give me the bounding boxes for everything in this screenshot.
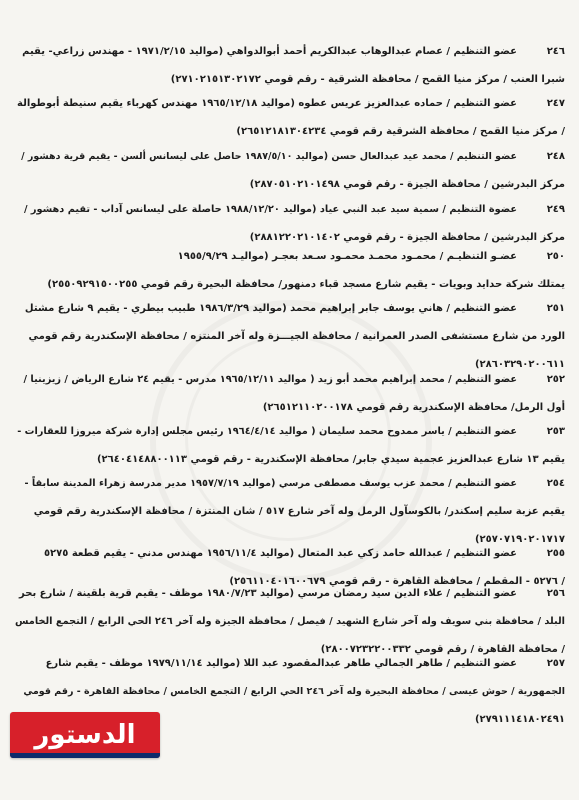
entry-number: ٢٥١ <box>546 303 565 314</box>
entry-line: يمتلك شركة حدايد وبويات - يقيم شارع مسجد قباء دمنهور/ محافظة البحيرة رقم قومي ٢٥٥٠٩٢٩١٥٠٠٢٥٥) <box>47 279 565 290</box>
entry-line: مركز البدرشين / محافظة الجيزة - رقم قومي ٢٨٨١٢٢٠٢١٠١٤٠٢) <box>249 232 565 243</box>
entry-number: ٢٥٠ <box>546 251 565 262</box>
entry-number: ٢٤٦ <box>546 46 565 57</box>
entry-item <box>15 90 565 146</box>
entry-line: / مركز منيا القمح / محافظة الشرقية رقم قومي ٢٦٥١٢١٨١٣٠٤٢٣٤) <box>236 126 565 137</box>
entry-number: ٢٥٥ <box>546 548 565 559</box>
entry-line: عضو التنظيم / محمد إبراهيم محمد أبو زيد ( مواليد ١٩٦٥/١٢/١١ مدرس - يقيم ٢٤ شارع الرياض / زيزينيا / <box>23 374 517 385</box>
entry-item <box>15 243 565 299</box>
entry-line: الورد من شارع مستشفى الصدر العمرانية / محافظة الجيـــزة وله آخر المنتزه / محافظة الإسكندرية رقم قومي <box>28 331 565 342</box>
entry-line: يقيم ١٣ شارع عبدالعزيز عجمية سيدي جابر/ محافظة الإسكندرية - رقم قومي ٢٦٤٠٤١٤٨٨٠٠١١٣) <box>96 454 565 465</box>
entry-line: عضو التنظيم / حماده عبدالعزيز عريس عطوه (مواليد ١٩٦٥/١٢/١٨ مهندس كهرباء يقيم سنيطة أبوطوالة <box>17 98 517 109</box>
entry-line: ٢٨٦٠٣٢٩٠٢٠٠٦١١) <box>474 359 565 370</box>
entry-number: ٢٥٤ <box>546 478 565 489</box>
entry-number: ٢٤٨ <box>546 151 565 162</box>
entry-line: أول الرمل/ محافظة الإسكندرية رقم قومي ٢٦٥١٢١١٠٢٠٠١٧٨) <box>262 402 565 413</box>
entry-line: ٢٧٩١١١٤١٨٠٢٤٩١) <box>474 714 565 725</box>
entry-line: / محافظة القاهرة / رقم قومي ٢٨٠٠٧٢٣٢٢٠٠٣٣٢) <box>320 644 565 655</box>
entry-item <box>15 418 565 474</box>
entry-number: ٢٥٣ <box>546 426 565 437</box>
entry-item <box>15 38 565 94</box>
entry-line: عضوة التنظيم / سمية سيد عبد النبي عياد (مواليد ١٩٨٨/١٢/٢٠ حاصلة على ليسانس آداب - تقيم دهشور / <box>23 204 517 215</box>
entry-number: ٢٥٧ <box>546 658 565 669</box>
entry-line: يقيم عزبة سليم إسكندر/ بالكوسآول الرمل وله آخر شارع ٥١٧ / شان المنتزة / محافظة الإسكندرية رقم قومي <box>33 506 565 517</box>
entry-line: عضو التنظيم / عبدالله حامد زكي عبد المتعال (مواليد ١٩٥٦/١١/٤ مهندس مدني - يقيم قطعة ٥٢٧٥ <box>43 548 517 559</box>
entry-line: الجمهورية / حوش عيسى / محافظة البحيرة وله آخر ٢٤٦ الحي الرابع / التجمع الخامس / محافظة القاهرة - رقم قومي <box>23 686 565 697</box>
logo-stripe <box>10 753 160 758</box>
entry-line: مركز البدرشين / محافظة الجيزة - رقم قومي ٢٨٧٠٥١٠٢١٠١٤٩٨) <box>249 179 565 190</box>
entry-number: ٢٥٢ <box>546 374 565 385</box>
entry-number: ٢٥٦ <box>546 588 565 599</box>
logo-text: الدستور <box>34 720 136 750</box>
entry-line: عضو التنظيم / هاني يوسف جابر إبراهيم محمد (مواليد ١٩٨٦/٣/٢٩ طبيب بيطري - يقيم ٩ شارع مشتل <box>24 303 517 314</box>
entry-number: ٢٤٩ <box>546 204 565 215</box>
entry-line: عضو التنظيم / محمد عزب يوسف مصطفى مرسي (مواليد ١٩٥٧/٧/١٩ مدير مدرسة زهراء المدينة سابقاً - <box>24 478 517 489</box>
entry-line: عضو التنظيم / محمد عيد عبدالعال حسن (مواليد ١٩٨٧/٥/١٠ حاصل على ليسانس ألسن - يقيم قرية دهشور / <box>21 151 517 162</box>
entry-line: عضو التنظيم / علاء الدين سيد رمضان مرسي (مواليد ١٩٨٠/٧/٢٣ موظف - يقيم قرية بلقينة / شارع بحر <box>19 588 517 599</box>
entry-line: شبرا العنب / مركز منيا القمح / محافظة الشرقية - رقم قومي ٢٧١٠٢١٥١٣٠٢١٧٢) <box>170 74 565 85</box>
entry-line: عضو التنظيم / طاهر الجمالي طاهر عبدالمقصود عبد اللا (مواليد ١٩٧٩/١١/١٤ موظف - يقيم شارع <box>45 658 517 669</box>
entry-line: / ٥٢٧٦ - المقطم / محافظة القاهرة - رقم قومي ٢٥٦١١٠٤٠١٦٠٠٦٧٩) <box>229 576 565 587</box>
entry-line: عضو التنظيم / ياسر ممدوح محمد سليمان ( مواليد ١٩٦٤/٤/١٤ رئيس مجلس إدارة شركة ميروزا للعقارات - <box>17 426 517 437</box>
entry-item <box>15 143 565 199</box>
entry-item <box>15 366 565 422</box>
aldostor-logo <box>10 712 160 758</box>
entry-number: ٢٤٧ <box>546 98 565 109</box>
entry-line: البلد / محافظة بني سويف وله آخر شارع الشهيد / فيصل / محافظة الجيزة وله آخر ٢٤٦ الحي الرابع / التجمع الخامس <box>15 616 565 627</box>
entry-line: عضـو التنظيـم / محمـود محمـد محمـود سـعد بعجـر (مواليـد ١٩٥٥/٩/٢٩ <box>177 251 517 262</box>
entry-line: عضو التنظيم / عصام عبدالوهاب عبدالكريم أحمد أبوالدواهي (مواليد ١٩٧١/٢/١٥ - مهندس زراعي- يقيم <box>22 46 517 57</box>
entry-line: ٢٥٧٠٧١٩٠٢٠١٧١٧) <box>474 534 565 545</box>
